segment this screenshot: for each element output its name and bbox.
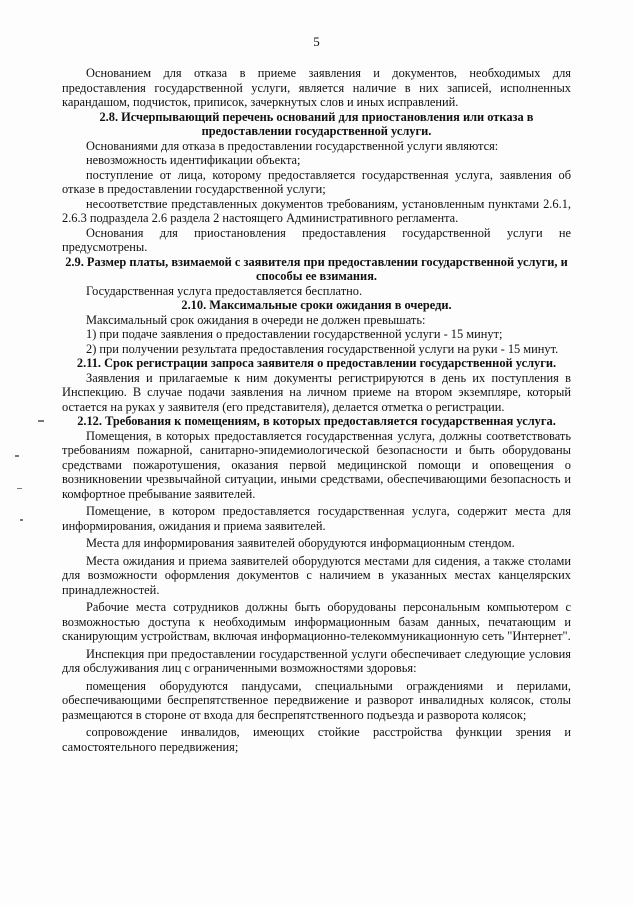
paragraph: Места ожидания и приема заявителей оборудуются местами для сидения, а также столами для возможности оформления документов с наличием в указанных местах канцелярских принадлежностей. bbox=[62, 553, 571, 597]
section-heading: 2.9. Размер платы, взимаемой с заявителя при предоставлении государственной услуги, и способы ее взимания. bbox=[65, 254, 568, 283]
scan-mark bbox=[17, 488, 22, 489]
paragraph: Основания для приостановления предоставления государственной услуги не предусмотрены. bbox=[62, 225, 571, 254]
scan-mark bbox=[38, 420, 44, 422]
paragraph: Основаниями для отказа в предоставлении государственной услуги являются: bbox=[86, 138, 499, 153]
page-number: 5 bbox=[313, 34, 320, 49]
paragraph: сопровождение инвалидов, имеющих стойкие расстройства функции зрения и самостоятельного передвижения; bbox=[62, 725, 571, 754]
document-body bbox=[62, 66, 571, 754]
paragraph: Помещение, в котором предоставляется государственная услуга, содержит места для информирования, ожидания и приема заявителей. bbox=[62, 504, 571, 533]
paragraph: Максимальный срок ожидания в очереди не должен превышать: bbox=[86, 312, 426, 327]
paragraph: Инспекция при предоставлении государственной услуги обеспечивает следующие условия для обслуживания лиц с ограниченными возможностями здоровья: bbox=[62, 646, 571, 675]
scan-mark bbox=[15, 455, 19, 457]
section-heading: 2.11. Срок регистрации запроса заявителя о предоставлении государственной услуги. bbox=[76, 356, 557, 370]
paragraph: Рабочие места сотрудников должны быть оборудованы персональным компьютером с возможностью доступа к необходимым информационным базам данных, печатающим и сканирующим устройствам, включая информационно-телекоммуникационную сеть "Интернет". bbox=[62, 600, 571, 643]
paragraph: поступление от лица, которому предоставляется государственная услуга, заявления об отказе в предоставлении государственной услуги; bbox=[62, 167, 571, 196]
paragraph: Основанием для отказа в приеме заявления и документов, необходимых для предоставления государственной услуги, является наличие в них записей, исполненных карандашом, подчисток, приписок, зачеркнутых слов и иных исправлений. bbox=[62, 66, 571, 109]
scan-mark bbox=[20, 519, 23, 521]
paragraph: 2) при получении результата предоставления государственной услуги на руки - 15 минут. bbox=[86, 341, 559, 356]
paragraph: несоответствие представленных документов требованиям, установленным пунктами 2.6.1, 2.6.3 подраздела 2.6 раздела 2 настоящего Административного регламента. bbox=[62, 196, 571, 225]
section-heading: 2.12. Требования к помещениям, в которых предоставляется государственная услуга. bbox=[77, 414, 556, 428]
section-heading: 2.10. Максимальные сроки ожидания в очереди. bbox=[181, 298, 452, 312]
paragraph: 1) при подаче заявления о предоставлении государственной услуги - 15 минут; bbox=[86, 327, 503, 341]
section-heading: 2.8. Исчерпывающий перечень оснований для приостановления или отказа в предоставлении государственной услуги. bbox=[99, 109, 534, 138]
paragraph: Заявления и прилагаемые к ним документы регистрируются в день их поступления в Инспекцию. В случае подачи заявления на личном приеме на втором экземпляре, который остается на руках у заявителя (его представителя), делается отметка о регистрации. bbox=[62, 370, 571, 414]
paragraph: Места для информирования заявителей оборудуются информационным стендом. bbox=[86, 536, 515, 550]
paragraph: помещения оборудуются пандусами, специальными ограждениями и перилами, обеспечивающими беспрепятственное передвижение и разворот инвалидных колясок, столы размещаются в стороне от входа для беспрепятственного подъезда и разворота колясок; bbox=[62, 678, 571, 722]
paragraph: Государственная услуга предоставляется бесплатно. bbox=[86, 283, 363, 298]
paragraph: Помещения, в которых предоставляется государственная услуга, должны соответствовать требованиям пожарной, санитарно-эпидемиологической безопасности и быть оборудованы средствами пожаротушения, оказания первой медицинской помощи и оповещения о возникновении чрезвычайной ситуации, иными средствами, обеспечивающими безопасность и комфортное пребывание заявителей. bbox=[62, 428, 571, 501]
paragraph: невозможность идентификации объекта; bbox=[86, 153, 301, 167]
